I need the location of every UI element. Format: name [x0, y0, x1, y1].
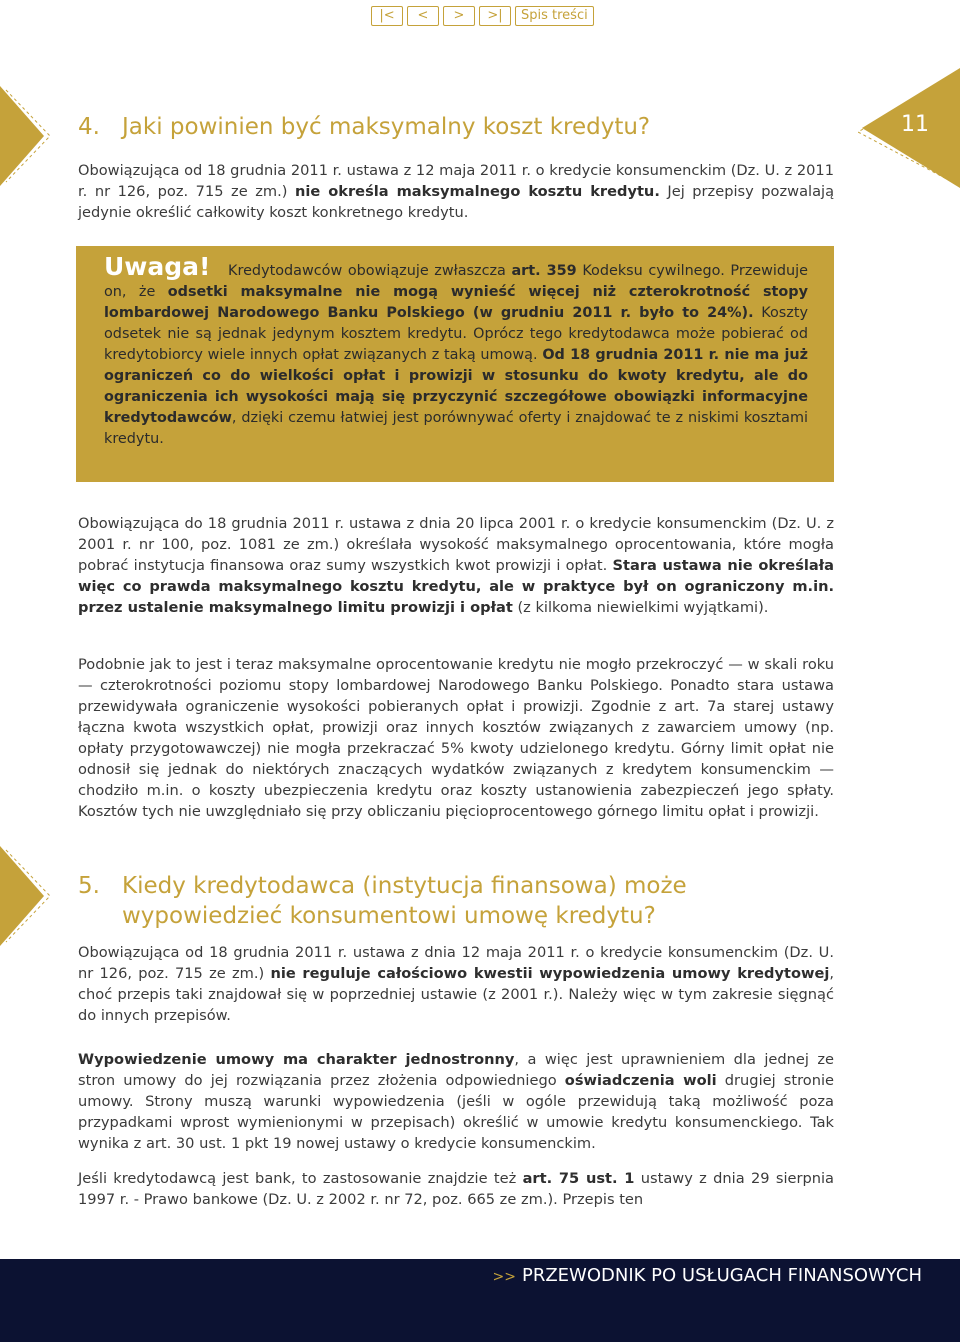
text-span: Obowiązująca do 18 grudnia 2011 r. ustawa z dnia 20 lipca 2001 r. o kredycie konsumenckim (Dz. U. z 2001 r. nr 100, poz. 1081 ze zm.) określała wysokość maksymalnego oprocentowania, które mogła pobrać instytucja finansowa oraz sumy wszystkich kwot prowizji i opłat.: [78, 515, 834, 574]
page-number: 11: [901, 112, 929, 137]
section-5-paragraph-2: [78, 1049, 834, 1154]
note-label: Uwaga!: [104, 252, 211, 281]
text-span: , dzięki czemu łatwiej jest porównywać oferty i znajdować te z niskimi kosztami kredytu.: [104, 410, 808, 447]
left-triangle-decoration-top: [0, 86, 50, 186]
bold-text: Wypowiedzenie umowy ma charakter jednostronny: [78, 1051, 515, 1068]
footer-title-text: PRZEWODNIK PO USŁUGACH FINANSOWYCH: [521, 1265, 922, 1286]
previous-page-button[interactable]: <: [407, 6, 439, 26]
text-span: ustawy z dnia 29 sierpnia 1997 r. - Prawo bankowe (Dz. U. z 2002 r. nr 72, poz. 665 ze zm.). Przepis ten: [78, 1170, 834, 1208]
left-triangle-decoration-bottom: [0, 846, 50, 946]
text-span: Kredytodawców obowiązuje zwłaszcza: [228, 263, 506, 279]
section-4-number: 4.: [78, 114, 100, 140]
footer-arrow-icon: >>: [492, 1269, 516, 1285]
bold-text: art. 75 ust. 1: [522, 1170, 635, 1187]
bold-text: odsetki maksymalne nie mogą wynieść więcej niż czterokrotność stopy lombardowej Narodowego Banku Polskiego (w grudniu 2011 r. było to 24%).: [104, 284, 808, 321]
section-5-title-line-2: wypowiedzieć konsumentowi umowę kredytu?: [122, 903, 656, 929]
bold-text: nie określa maksymalnego kosztu kredytu.: [294, 183, 660, 200]
text-span: Koszty odsetek nie są jednak jedynym kosztem kredytu. Oprócz tego kredytodawca może pobierać od kredytobiorcy wiele innych opłat związanych z taką umową.: [104, 305, 808, 363]
bold-text: Stara ustawa nie określała więc co prawda maksymalnego kosztu kredytu, ale w praktyce był on ograniczony m.in. przez ustalenie maksymalnego limitu prowizji i opłat: [78, 557, 834, 616]
text-span: Jeśli kredytodawcą jest bank, to zastosowanie znajdzie też: [78, 1170, 517, 1187]
text-span: , a więc jest uprawnieniem dla jednej ze stron umowy do jej rozwiązania przez złożenia odpowiedniego: [78, 1051, 834, 1089]
page-navigation: [371, 6, 594, 26]
text-span: (z kilkoma niewielkimi wyjątkami).: [517, 599, 769, 616]
first-page-button[interactable]: |<: [371, 6, 403, 26]
text-span: Kodeksu cywilnego. Przewiduje on, że: [104, 263, 809, 300]
bold-text: nie reguluje całościowo kwestii wypowiedzenia umowy kredytowej: [270, 965, 830, 982]
bold-text: oświadczenia woli: [564, 1072, 717, 1089]
note-box-text: [104, 252, 809, 450]
text-span: Jej przepisy pozwalają jedynie określić całkowity koszt konkretnego kredytu.: [78, 183, 835, 221]
section-5-number: 5.: [78, 873, 100, 899]
section-5-paragraph-1: [78, 942, 834, 1026]
text-span: Obowiązująca od 18 grudnia 2011 r. ustawa z 12 maja 2011 r. o kredycie konsumenckim (Dz. U. z 2011 r. nr 126, poz. 715 ze zm.): [78, 162, 834, 200]
table-of-contents-button[interactable]: Spis treści: [515, 6, 594, 26]
section-5-heading: [78, 871, 687, 931]
footer-title: [493, 1265, 922, 1286]
old-law-paragraph: [78, 513, 834, 618]
text-span: , choć przepis taki znajdował się w poprzedniej ustawie (z 2001 r.). Należy więc w tym zakresie sięgnąć do innych przepisów.: [78, 965, 834, 1024]
next-page-button[interactable]: >: [443, 6, 475, 26]
section-5-paragraph-3: [78, 1168, 834, 1210]
section-4-title: Jaki powinien być maksymalny koszt kredytu?: [122, 114, 651, 140]
text-span: Obowiązująca od 18 grudnia 2011 r. ustawa z dnia 12 maja 2011 r. o kredycie konsumenckim (Dz. U. nr 126, poz. 715 ze zm.): [78, 944, 834, 982]
bold-text: Od 18 grudnia 2011 r. nie ma już ograniczeń co do wielkości opłat i prowizji w stosunku do kwoty kredytu, ale do ograniczenia ich wysokości mają się przyczynić szczegółowe obowiązki informacyjne kredytodawców: [104, 347, 809, 426]
bold-text: art. 359: [511, 263, 577, 279]
last-page-button[interactable]: >|: [479, 6, 511, 26]
section-5-title-line-1: Kiedy kredytodawca (instytucja finansowa) może: [122, 873, 687, 899]
section-4-heading: [78, 112, 650, 142]
section-4-paragraph: [78, 160, 834, 223]
interest-limit-paragraph: Podobnie jak to jest i teraz maksymalne oprocentowanie kredytu nie mogło przekroczyć — w skali roku — czterokrotności poziomu stopy lombardowej Narodowego Banku Polskiego. Ponadto stara ustawa przewidywała ograniczenie wysokości pobieranych opłat i prowizji. Zgodnie z art. 7a starej ustawy łączna kwota wszystkich opłat, prowizji oraz innych kosztów związanych z zawarciem umowy (np. opłaty przygotowawczej) nie mogła przekraczać 5% kwoty udzielonego kredytu. Górny limit opłat nie odnosił się jednak do niektórych znaczących wydatków związanych z kredytem konsumenckim — chodziło m.in. o koszty ubezpieczenia kredytu oraz koszty ustanowienia zabezpieczeń jego spłaty. Kosztów tych nie uwzględniało się przy obliczaniu pięcioprocentowego górnego limitu opłat i prowizji.: [78, 656, 834, 820]
text-span: drugiej stronie umowy. Strony muszą warunki wypowiedzenia (jeśli w ogóle przewidują taką możliwość poza przypadkami wprost wymienionymi w przepisach) określić w umowie kredytu konsumenckiego. Tak wynika z art. 30 ust. 1 pkt 19 nowej ustawy o kredycie konsumenckim.: [78, 1072, 835, 1152]
